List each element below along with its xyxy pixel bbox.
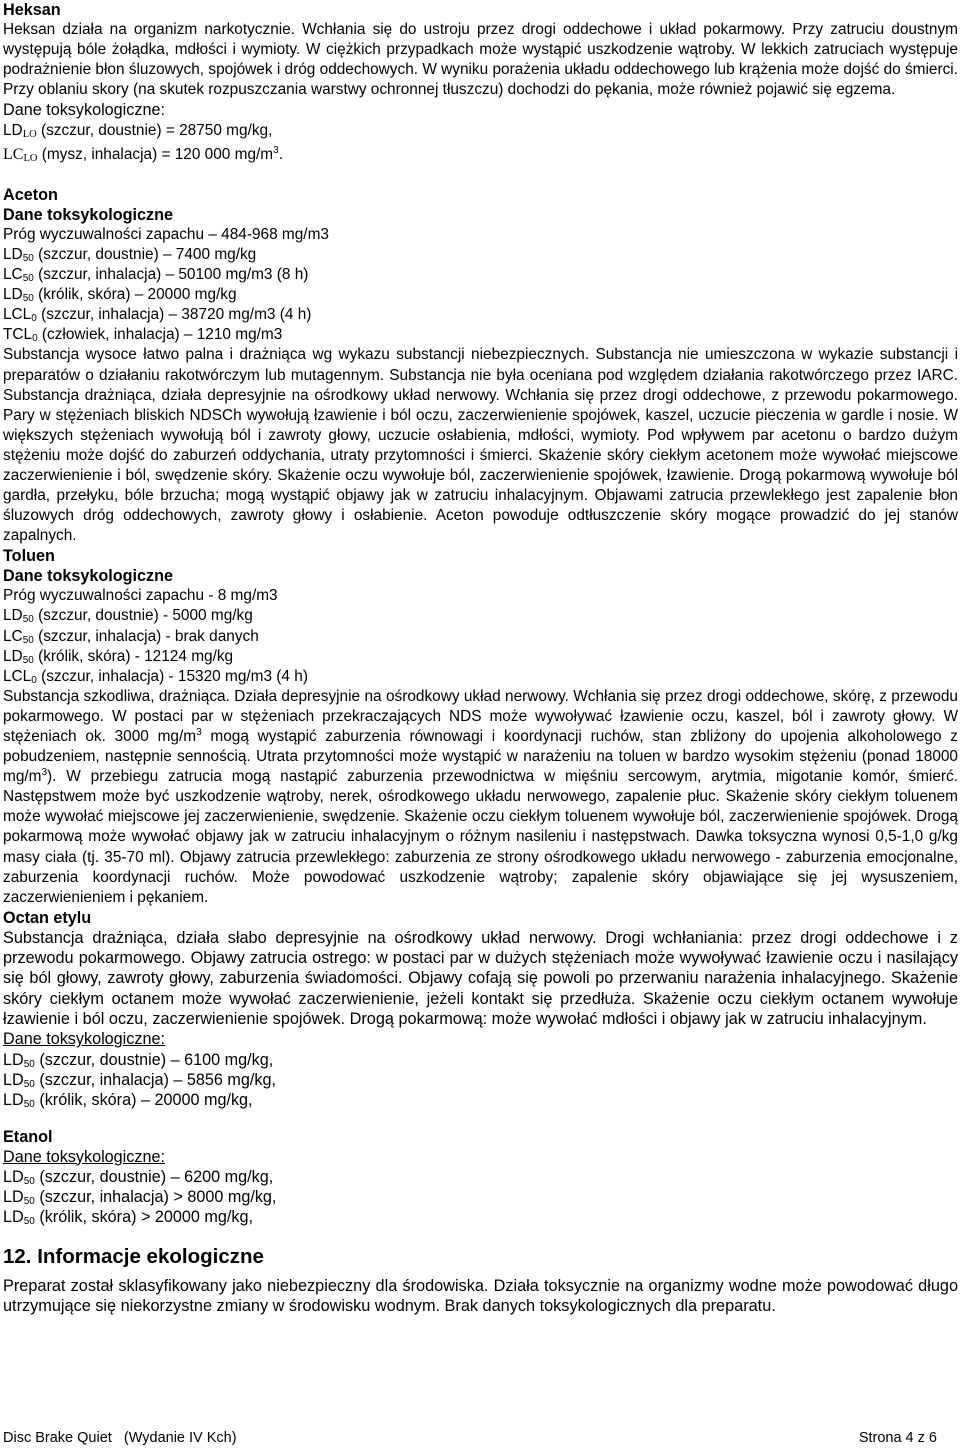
tox-entry: $LD_{50}$ (królik, skóra) – 20000 mg/kg	[3, 286, 237, 305]
tox-entry: $LD_{50}$ (szczur, doustnie) - 5000 mg/kg	[3, 607, 253, 626]
heksan-tox-heading: Dane toksykologiczne:	[3, 101, 165, 120]
tox-entry: $LD_{50}$ (szczur, doustnie) – 7400 mg/kg	[3, 245, 257, 264]
etanol-tox-list	[3, 1167, 958, 1228]
heksan-title: Heksan	[3, 1, 61, 19]
tox-entry: $TCL_0$ (człowiek, inhalacja) – 1210 mg/m3	[3, 326, 283, 345]
toluen-title: Toluen	[3, 547, 55, 566]
toluen-tox-list	[3, 586, 958, 686]
aceton-tox-heading: Dane toksykologiczne	[3, 205, 174, 224]
tox-entry: Próg wyczuwalności zapachu – 484-968 mg/m3	[3, 225, 329, 243]
toluen-body: Substancja szkodliwa, drażniąca. Działa depresyjnie na ośrodkowy układ nerwowy. Wchłania się przez drogi oddechowe, skórę, z przewodu pokarmowego. W postaci par w stężeniach przekraczających NDS może wywoływać łzawienie oczu, kaszel, ból i zawroty głowy. W stężeniach ok. 3000 $mg/m^3$ mogą wystąpić zaburzenia równowagi i koordynacji ruchów, stan zbliżony do upojenia alkoholowego z pobudzeniem, następnie sennością. Utrata przytomności może wystąpić w narażeniu na toluen w bardzo wysokim stężeniu (ponad 18000 $mg/m^3$). W przebiegu zatrucia mogą nastąpić zaburzenia przewodnictwa w mięśniu sercowym, arytmia, migotanie komór, śmierć. Następstwem może być uszkodzenie wątroby, nerek, ośrodkowego układu nerwowego, zapalenie płuc. Skażenie skóry ciekłym toluenem może wywołać miejscowe jej zaczerwienienie, swędzenie. Skażenie oczu ciekłym toluenem wywołuje ból, zaczerwienienie spojówek. Drogą pokarmową może wywołać objawy jak w zatruciu inhalacyjnym o różnym nasileniu i następstwach. Dawka toksyczna wynosi 0,5-1,0 g/kg masy ciała (tj. 35-70 ml). Objawy zatrucia przewlekłego: zaburzenia ze strony ośrodkowego układu nerwowego - zaburzenia emocjonalne, zaburzenia koordynacji ruchów. Może powodować uszkodzenie wątroby; zapalenie skóry objawiające się jej wysuszeniem, zaczerwienieniem i pękaniem.	[3, 687, 958, 906]
aceton-tox-list	[3, 225, 958, 346]
page-footer	[3, 1429, 937, 1447]
heksan-body: Heksan działa na organizm narkotycznie. Wchłania się do ustroju przez drogi oddechowe i układ pokarmowy. Przy zatruciu doustnym występują bóle żołądka, mdłości i wymioty. W ciężkich przypadkach może wystąpić uszkodzenie wątroby. W lekkich zatruciach występuje podrażnienie błon śluzowych, spojówek i dróg oddechowych. W wyniku porażenia układu oddechowego lub krążenia może dojść do śmierci. Przy oblaniu skory (na skutek rozpuszczania warstwy ochronnej tłuszczu) dochodzi do pękania, może również pojawić się egzema.	[3, 21, 958, 99]
etanol-tox-heading: Dane toksykologiczne:	[3, 1147, 165, 1166]
tox-entry: Próg wyczuwalności zapachu - 8 mg/m3	[3, 587, 278, 605]
footer-page-number: Strona 4 z 6	[858, 1430, 937, 1446]
tox-entry: $LCL_0$ (szczur, inhalacja) - 15320 mg/m3 (4 h)	[3, 667, 308, 686]
octan-title: Octan etylu	[3, 908, 92, 927]
aceton-title: Aceton	[3, 185, 58, 204]
heksan-tox-line: LCLO (mysz, inhalacja) = 120 000 $mg/m^3$.	[3, 144, 283, 164]
octan-body: Substancja drażniąca, działa słabo depresyjnie na ośrodkowy układ nerwowy. Drogi wchłaniania: przez drogi oddechowe i z przewodu pokarmowego. Objawy zatrucia ostrego: w postaci par w dużych stężeniach może wywoływać łzawienie oczu i nasilający się ból głowy, zawroty głowy, zaburzenia świadomości. Objawy cofają się powoli po przerwaniu narażenia inhalacyjnego. Skażenie skóry ciekłym octanem może wywołać zaczerwienienie, jeżeli kontakt się przedłuża. Skażenie oczu ciekłym octanem wywołuje łzawienie i ból oczu, zaczerwienienie spojówek. Drogą pokarmową: może wywołać mdłości i objawy jak w zatruciu inhalacyjnym.	[3, 928, 958, 1029]
tox-entry: $LD_{50}$ (królik, skóra) - 12124 mg/kg	[3, 647, 234, 666]
tox-entry: $LD_{50}$ (szczur, inhalacja) > 8000 mg/kg,	[3, 1188, 277, 1208]
tox-entry: $LD_{50}$ (szczur, doustnie) – 6100 mg/kg,	[3, 1050, 274, 1070]
section-12-body: Preparat został sklasyfikowany jako niebezpieczny dla środowiska. Działa toksycznie na organizmy wodne może powodować długo utrzymujące się niekorzystne zmiany w środowisku wodnym. Brak danych toksykologicznych dla preparatu.	[3, 1276, 958, 1316]
tox-entry: $LD_{50}$ (szczur, inhalacja) – 5856 mg/kg,	[3, 1070, 276, 1090]
heksan-tox-line: LDLO (szczur, doustnie) = 28750 mg/kg,	[3, 121, 273, 140]
tox-entry: $LCL_0$ (szczur, inhalacja) – 38720 mg/m3 (4 h)	[3, 306, 312, 325]
section-12-title: 12. Informacje ekologiczne	[3, 1244, 264, 1268]
tox-entry: $LC_{50}$ (szczur, inhalacja) - brak danych	[3, 627, 259, 646]
tox-entry: $LD_{50}$ (królik, skóra) – 20000 mg/kg,	[3, 1091, 253, 1111]
aceton-body: Substancja wysoce łatwo palna i drażniąca wg wykazu substancji niebezpiecznych. Substancja nie umieszczona w wykazie substancji i preparatów o działaniu rakotwórczym lub mutagennym. Substancja nie była oceniana pod względem działania rakotwórczego przez IARC. Substancja drażniąca, działa depresyjnie na ośrodkowy układ nerwowy. Wchłania się przez drogi oddechowe, z przewodu pokarmowego. Pary w stężeniach bliskich NDSCh wywołują łzawienie i ból oczu, zaczerwienienie spojówek, kaszel, uczucie pieczenia w gardle i nosie. W większych stężeniach wywołują ból i zawroty głowy, uczucie osłabienia, mdłości, wymioty. Pod wpływem par acetonu o bardzo dużym stężeniu może dojść do zaburzeń oddychania, utraty przytomności i śmierci. Skażenie skóry ciekłym acetonem może wywołać miejscowe zaczerwienienie i ból, swędzenie skóry. Skażenie oczu wywołuje ból, zaczerwienienie spojówek, łzawienie. Drogą pokarmową wywołuje ból gardła, przełyku, bóle brzucha; mogą wystąpić objawy jak w zatruciu inhalacyjnym. Objawami zatrucia przewlekłego jest zapalenie błon śluzowych dróg oddechowych, zawroty głowy i osłabienie. Aceton powoduje odtłuszczenie skóry mogące prowadzić do jej stanów zapalnych.	[3, 346, 958, 545]
toluen-tox-heading: Dane toksykologiczne	[3, 567, 174, 586]
footer-document-name: Disc Brake Quiet (Wydanie IV Kch)	[3, 1430, 237, 1446]
etanol-title: Etanol	[3, 1127, 53, 1146]
tox-entry: $LD_{50}$ (królik, skóra) > 20000 mg/kg,	[3, 1208, 253, 1228]
octan-tox-list	[3, 1050, 958, 1111]
tox-entry: $LC_{50}$ (szczur, inhalacja) – 50100 mg/m3 (8 h)	[3, 266, 309, 285]
tox-entry: $LD_{50}$ (szczur, doustnie) – 6200 mg/kg,	[3, 1167, 274, 1187]
document-page	[3, 0, 958, 1316]
octan-tox-heading: Dane toksykologiczne:	[3, 1030, 165, 1049]
